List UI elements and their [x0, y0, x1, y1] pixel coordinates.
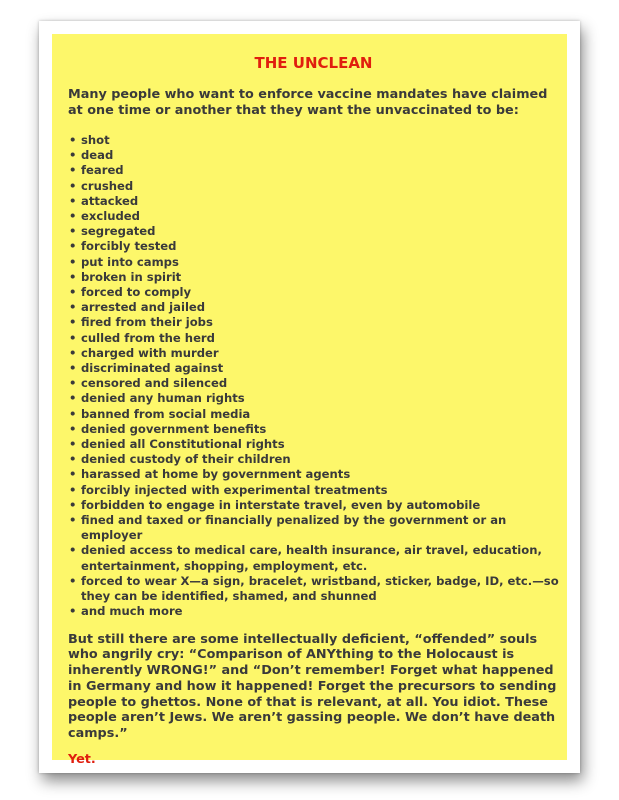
bullet-icon: •	[69, 269, 77, 284]
bullet-icon: •	[69, 573, 77, 588]
list-item	[68, 543, 559, 573]
list-item-text: excluded	[81, 209, 140, 224]
list-item	[68, 148, 559, 163]
page-card	[39, 21, 580, 773]
bullet-icon: •	[69, 361, 77, 376]
list-item-text: crushed	[81, 178, 134, 193]
bullet-icon: •	[69, 300, 77, 315]
list-item-text: forcibly tested	[81, 239, 177, 254]
list-item-text: forbidden to engage in interstate travel, even by automobile	[81, 497, 481, 512]
list-item	[68, 513, 559, 543]
list-item	[68, 255, 559, 270]
list-item	[68, 361, 559, 376]
list-item-text: denied any human rights	[81, 391, 245, 406]
list-item-text: censored and silenced	[81, 376, 228, 391]
list-item-text: forced to comply	[81, 285, 192, 300]
list-item	[68, 452, 559, 467]
list-item	[68, 194, 559, 209]
list-item-text: dead	[81, 148, 114, 163]
bullet-icon: •	[69, 437, 77, 452]
bullet-icon: •	[69, 482, 77, 497]
bullet-icon: •	[69, 148, 77, 163]
list-item	[68, 437, 559, 452]
list-item	[68, 331, 559, 346]
list-item	[68, 483, 559, 498]
list-item	[68, 224, 559, 239]
list-item-text: put into camps	[81, 254, 179, 269]
final-word: Yet.	[68, 752, 96, 768]
list-item	[68, 467, 559, 482]
bullet-icon: •	[69, 239, 77, 254]
list-item	[68, 315, 559, 330]
list-item-text: broken in spirit	[81, 269, 182, 284]
bullet-icon: •	[69, 452, 77, 467]
bullet-icon: •	[69, 285, 77, 300]
document-title: THE UNCLEAN	[254, 54, 373, 72]
list-item	[68, 346, 559, 361]
bullet-icon: •	[69, 543, 77, 558]
bullet-icon: •	[69, 193, 77, 208]
list-item	[68, 391, 559, 406]
bullet-icon: •	[69, 467, 77, 482]
list-item	[68, 422, 559, 437]
list-item-text: forcibly injected with experimental treatments	[81, 482, 388, 497]
bullet-icon: •	[69, 604, 77, 619]
bullet-icon: •	[69, 254, 77, 269]
list-item-text: denied custody of their children	[81, 452, 291, 467]
list-item	[68, 498, 559, 513]
list-item	[68, 604, 559, 619]
list-item-text: feared	[81, 163, 124, 178]
list-item	[68, 285, 559, 300]
list-item	[68, 574, 559, 604]
bullet-icon: •	[69, 133, 77, 147]
bullet-icon: •	[69, 497, 77, 512]
list-item-text: denied government benefits	[81, 421, 267, 436]
list-item-text: culled from the herd	[81, 330, 215, 345]
bullet-list	[68, 133, 559, 620]
bullet-icon: •	[69, 178, 77, 193]
list-item	[68, 133, 559, 148]
bullet-icon: •	[69, 513, 77, 528]
list-item-text: harassed at home by government agents	[81, 467, 351, 482]
list-item	[68, 179, 559, 194]
bullet-icon: •	[69, 315, 77, 330]
bullet-icon: •	[69, 209, 77, 224]
list-item	[68, 300, 559, 315]
bullet-icon: •	[69, 163, 77, 178]
list-item	[68, 209, 559, 224]
list-item-text: discriminated against	[81, 361, 224, 376]
list-item	[68, 163, 559, 178]
intro-paragraph: Many people who want to enforce vaccine mandates have claimed at one time or another that they want the unvaccinated to be:	[68, 87, 548, 118]
list-item	[68, 407, 559, 422]
list-item	[68, 376, 559, 391]
yellow-panel	[52, 34, 567, 768]
list-item-text: charged with murder	[81, 345, 219, 360]
bullet-icon: •	[69, 391, 77, 406]
list-item-text: shot	[81, 133, 110, 147]
list-item-text: and much more	[81, 604, 183, 619]
list-item-text: arrested and jailed	[81, 300, 206, 315]
list-item-text: denied access to medical care, health insurance, air travel, education, entertainment, shopping, employment, etc.	[81, 543, 542, 573]
bullet-icon: •	[69, 330, 77, 345]
list-item-text: forced to wear X—a sign, bracelet, wristband, sticker, badge, ID, etc.—so they can be identified, shamed, and shunned	[81, 573, 559, 604]
list-item-text: fined and taxed or financially penalized by the government or an employer	[81, 513, 507, 543]
closing-paragraph: But still there are some intellectually deficient, “offended” souls who angrily cry: “Comparison of ANYthing to the Holocaust is inherently WRONG!” and “Don’t remember! Forget what happened in Germany and how it happened! Forget the precursors to sending people to ghettos. None of that is relevant, at all. You idiot. These people aren’t Jews. We aren’t gassing people. We don’t have death camps.”	[68, 631, 557, 742]
list-item	[68, 239, 559, 254]
bullet-icon: •	[69, 376, 77, 391]
bullet-icon: •	[69, 406, 77, 421]
list-item-text: denied all Constitutional rights	[81, 437, 285, 452]
document-content	[68, 54, 559, 768]
list-item-text: fired from their jobs	[81, 315, 213, 330]
list-item-text: banned from social media	[81, 406, 251, 421]
list-item-text: segregated	[81, 224, 156, 239]
bullet-icon: •	[69, 421, 77, 436]
list-item	[68, 270, 559, 285]
bullet-icon: •	[69, 224, 77, 239]
list-item-text: attacked	[81, 193, 139, 208]
bullet-icon: •	[69, 345, 77, 360]
